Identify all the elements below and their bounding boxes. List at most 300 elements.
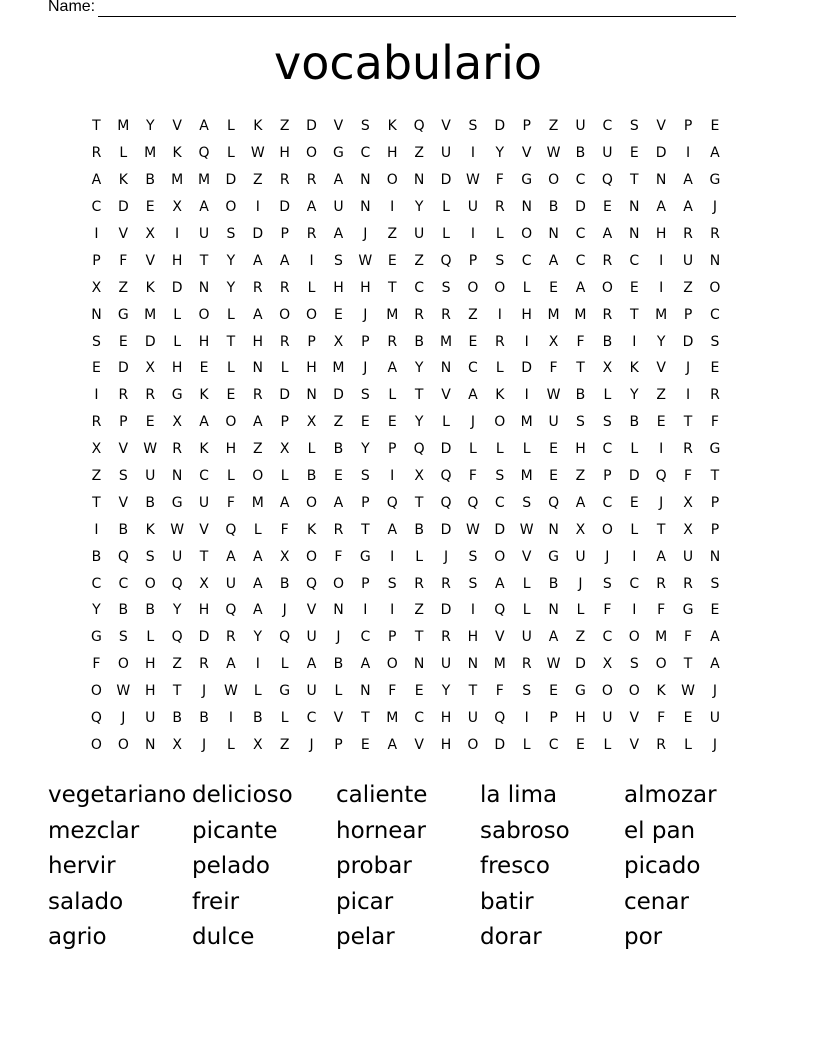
grid-letter: I xyxy=(470,602,475,619)
grid-letter: A xyxy=(253,414,263,431)
grid-letter: A xyxy=(387,521,398,538)
grid-letter: D xyxy=(279,387,291,404)
grid-letter: J xyxy=(685,360,691,377)
grid-letter: B xyxy=(199,710,209,727)
grid-letter: N xyxy=(548,602,559,619)
grid-letter: C xyxy=(360,145,371,162)
grid-letter: I xyxy=(524,387,529,404)
grid-letter: Q xyxy=(90,710,102,727)
grid-letter: S xyxy=(468,548,478,565)
grid-letter: R xyxy=(656,736,667,753)
grid-letter: A xyxy=(548,629,559,646)
grid-letter: X xyxy=(172,736,182,753)
grid-letter: L xyxy=(522,602,531,619)
grid-letter: O xyxy=(225,199,237,216)
grid-letter: S xyxy=(468,575,478,592)
grid-letter: M xyxy=(386,306,399,323)
grid-letter: R xyxy=(683,226,693,242)
grid-letter: U xyxy=(440,145,452,162)
grid-letter: N xyxy=(629,226,640,242)
grid-letter: X xyxy=(602,656,613,673)
grid-letter: I xyxy=(497,306,502,323)
word-bank-item: picado xyxy=(624,853,701,879)
grid-letter: F xyxy=(388,683,397,700)
grid-letter: S xyxy=(360,468,370,485)
grid-letter: J xyxy=(336,629,341,646)
grid-letter: T xyxy=(629,172,639,189)
grid-letter: R xyxy=(387,333,398,350)
grid-letter: I xyxy=(685,145,691,162)
grid-letter: O xyxy=(386,656,398,673)
grid-letter: I xyxy=(632,602,637,619)
grid-letter: O xyxy=(467,736,479,753)
grid-letter: R xyxy=(441,575,451,592)
word-bank-item: hervir xyxy=(48,853,116,879)
grid-letter: J xyxy=(201,683,207,700)
grid-letter: C xyxy=(468,360,478,377)
grid-letter: R xyxy=(683,441,693,458)
grid-letter: I xyxy=(659,252,664,269)
grid-letter: E xyxy=(549,683,559,700)
grid-letter: I xyxy=(255,656,260,673)
grid-letter: I xyxy=(632,548,637,565)
grid-letter: K xyxy=(495,387,505,404)
grid-letter: P xyxy=(361,575,370,592)
grid-letter: X xyxy=(683,494,693,511)
grid-letter: O xyxy=(117,656,129,673)
grid-letter: Z xyxy=(333,414,344,431)
grid-letter: X xyxy=(199,575,209,592)
grid-letter: P xyxy=(388,441,397,458)
grid-letter: L xyxy=(415,548,424,565)
grid-letter: A xyxy=(279,252,290,269)
grid-letter: N xyxy=(171,468,183,485)
grid-letter: D xyxy=(575,199,586,216)
grid-letter: Z xyxy=(279,118,290,135)
grid-letter: I xyxy=(94,521,99,538)
grid-letter: A xyxy=(575,494,586,511)
grid-letter: R xyxy=(441,306,451,323)
grid-letter: A xyxy=(226,656,236,673)
grid-letter: S xyxy=(118,468,128,485)
grid-letter: M xyxy=(439,333,453,350)
grid-letter: S xyxy=(602,575,612,592)
grid-letter: V xyxy=(118,226,129,242)
grid-letter: Z xyxy=(575,629,586,646)
grid-letter: T xyxy=(92,118,101,135)
grid-letter: O xyxy=(225,414,237,431)
grid-letter: M xyxy=(655,306,668,323)
grid-letter: T xyxy=(361,521,370,538)
grid-letter: V xyxy=(656,360,666,377)
grid-letter: X xyxy=(172,414,182,431)
grid-letter: W xyxy=(465,521,480,538)
grid-letter: H xyxy=(360,279,371,296)
grid-letter: Z xyxy=(118,279,129,296)
grid-letter: F xyxy=(657,602,666,619)
grid-letter: J xyxy=(443,548,449,565)
grid-letter: E xyxy=(656,414,666,431)
grid-letter: J xyxy=(363,360,368,377)
word-bank-item: freir xyxy=(192,888,240,915)
grid-letter: R xyxy=(710,226,720,242)
grid-letter: Y xyxy=(226,279,236,296)
grid-letter: U xyxy=(306,629,317,646)
grid-letter: A xyxy=(306,656,317,673)
grid-letter: L xyxy=(226,118,235,135)
grid-letter: O xyxy=(494,548,506,565)
grid-letter: D xyxy=(628,468,640,485)
grid-letter: W xyxy=(358,252,373,269)
grid-letter: V xyxy=(118,494,129,511)
grid-letter: G xyxy=(548,548,560,565)
grid-letter: V xyxy=(145,252,156,269)
grid-letter: A xyxy=(656,548,666,565)
grid-letter: N xyxy=(144,736,156,753)
grid-letter: P xyxy=(603,468,612,485)
grid-letter: H xyxy=(306,360,317,377)
grid-letter: A xyxy=(387,736,398,753)
grid-letter: S xyxy=(360,118,370,135)
grid-letter: E xyxy=(92,360,101,377)
grid-letter: I xyxy=(524,333,529,350)
grid-letter: U xyxy=(467,710,479,727)
grid-letter: K xyxy=(118,172,128,189)
grid-letter: R xyxy=(414,306,424,323)
grid-letter: X xyxy=(548,333,559,350)
grid-letter: L xyxy=(442,414,450,431)
grid-letter: V xyxy=(118,441,129,458)
grid-letter: P xyxy=(361,494,370,511)
grid-letter: C xyxy=(199,468,209,485)
grid-letter: G xyxy=(709,172,721,189)
grid-letter: S xyxy=(629,656,639,673)
name-field xyxy=(48,0,736,17)
grid-letter: Q xyxy=(548,494,560,511)
grid-letter: P xyxy=(549,710,558,727)
grid-letter: P xyxy=(710,494,720,511)
grid-letter: J xyxy=(363,226,368,242)
grid-letter: W xyxy=(223,683,238,700)
grid-letter: T xyxy=(172,683,182,700)
grid-letter: Q xyxy=(386,494,398,511)
grid-letter: I xyxy=(390,468,395,485)
word-bank-item: agrio xyxy=(48,924,107,950)
grid-letter: O xyxy=(628,683,640,700)
grid-letter: L xyxy=(576,602,585,619)
grid-letter: E xyxy=(360,414,370,431)
grid-letter: O xyxy=(628,629,640,646)
grid-letter: L xyxy=(280,710,289,727)
grid-letter: A xyxy=(333,226,344,242)
grid-letter: N xyxy=(440,360,452,377)
grid-letter: L xyxy=(495,226,504,242)
grid-letter: R xyxy=(602,306,613,323)
grid-letter: T xyxy=(226,333,236,350)
grid-letter: Z xyxy=(91,468,102,485)
grid-letter: O xyxy=(332,575,344,592)
grid-letter: L xyxy=(684,736,692,753)
grid-letter: O xyxy=(601,683,613,700)
grid-letter: Q xyxy=(225,602,237,619)
grid-letter: E xyxy=(468,333,478,350)
grid-letter: Z xyxy=(414,602,424,619)
grid-letter: H xyxy=(521,306,532,323)
grid-letter: U xyxy=(225,575,237,592)
grid-letter: L xyxy=(226,360,235,377)
grid-letter: S xyxy=(522,683,532,700)
word-bank-item: batir xyxy=(480,888,534,915)
grid-letter: H xyxy=(279,145,290,162)
grid-letter: T xyxy=(92,494,101,511)
grid-letter: V xyxy=(521,548,532,565)
grid-letter: A xyxy=(91,172,102,189)
grid-letter: B xyxy=(414,521,424,538)
grid-letter: X xyxy=(414,468,424,485)
grid-letter: X xyxy=(683,521,693,538)
grid-letter: W xyxy=(250,145,265,162)
grid-letter: O xyxy=(601,279,613,296)
grid-letter: D xyxy=(440,172,452,189)
grid-letter: I xyxy=(390,602,395,619)
grid-letter: H xyxy=(225,441,237,458)
grid-letter: H xyxy=(198,333,210,350)
grid-letter: A xyxy=(468,387,478,404)
grid-letter: F xyxy=(684,629,693,646)
grid-letter: G xyxy=(359,548,371,565)
grid-letter: Q xyxy=(198,145,210,162)
grid-letter: O xyxy=(144,575,156,592)
grid-letter: Q xyxy=(467,494,479,511)
grid-letter: D xyxy=(494,118,506,135)
grid-letter: U xyxy=(602,145,613,162)
grid-letter: R xyxy=(279,172,290,189)
grid-letter: Y xyxy=(414,360,424,377)
grid-letter: F xyxy=(603,602,612,619)
grid-letter: R xyxy=(199,656,209,673)
grid-letter: A xyxy=(199,414,209,431)
grid-letter: I xyxy=(363,602,368,619)
grid-letter: T xyxy=(414,494,424,511)
grid-letter: B xyxy=(118,521,129,538)
grid-letter: B xyxy=(575,387,586,404)
grid-letter: H xyxy=(440,736,452,753)
grid-letter: M xyxy=(386,710,399,727)
grid-letter: C xyxy=(414,710,425,727)
grid-letter: M xyxy=(493,656,506,673)
grid-letter: N xyxy=(709,548,721,565)
grid-letter: T xyxy=(414,629,424,646)
grid-letter: K xyxy=(145,521,155,538)
grid-letter: L xyxy=(146,629,155,646)
grid-letter: F xyxy=(549,360,558,377)
grid-letter: Z xyxy=(279,736,290,753)
grid-letter: F xyxy=(119,252,128,269)
grid-letter: S xyxy=(145,548,155,565)
grid-letter: W xyxy=(465,172,480,189)
grid-letter: N xyxy=(360,172,371,189)
grid-letter: P xyxy=(522,118,531,135)
grid-letter: Y xyxy=(629,387,639,404)
grid-letter: E xyxy=(629,279,639,296)
grid-letter: L xyxy=(173,333,182,350)
word-bank-item: picante xyxy=(192,817,278,844)
grid-letter: I xyxy=(470,145,475,162)
grid-letter: U xyxy=(414,226,425,242)
grid-letter: N xyxy=(360,683,371,700)
word-bank-item: cenar xyxy=(624,888,689,915)
grid-letter: L xyxy=(469,441,477,458)
grid-letter: A xyxy=(199,199,209,216)
grid-letter: H xyxy=(144,656,156,673)
grid-letter: P xyxy=(92,252,101,269)
grid-letter: I xyxy=(659,441,664,458)
grid-letter: P xyxy=(119,414,128,431)
grid-letter: M xyxy=(144,306,157,323)
grid-letter: W xyxy=(546,656,561,673)
grid-letter: U xyxy=(602,710,613,727)
grid-letter: M xyxy=(520,414,533,431)
word-bank-item: por xyxy=(624,924,663,950)
grid-letter: X xyxy=(279,548,290,565)
grid-letter: O xyxy=(306,306,318,323)
grid-letter: X xyxy=(91,441,102,458)
grid-letter: H xyxy=(198,602,210,619)
grid-letter: X xyxy=(172,199,182,216)
grid-letter: L xyxy=(280,360,289,377)
grid-letter: O xyxy=(521,226,533,242)
grid-letter: O xyxy=(548,172,560,189)
name-underline[interactable] xyxy=(98,1,736,17)
grid-letter: B xyxy=(333,656,344,673)
grid-letter: M xyxy=(144,145,157,162)
grid-letter: E xyxy=(334,468,343,485)
grid-letter: C xyxy=(414,279,425,296)
grid-letter: R xyxy=(252,387,263,404)
grid-letter: E xyxy=(199,360,209,377)
grid-letter: L xyxy=(522,736,531,753)
grid-letter: W xyxy=(143,441,158,458)
grid-letter: Q xyxy=(494,602,506,619)
grid-letter: B xyxy=(414,333,424,350)
grid-letter: M xyxy=(520,468,533,485)
grid-letter: L xyxy=(307,279,316,296)
grid-letter: E xyxy=(334,306,343,323)
grid-letter: J xyxy=(712,199,717,216)
grid-letter: V xyxy=(333,710,344,727)
grid-letter: F xyxy=(226,494,235,511)
grid-letter: S xyxy=(334,252,343,269)
grid-letter: F xyxy=(468,468,477,485)
grid-letter: L xyxy=(630,441,639,458)
grid-letter: G xyxy=(709,441,721,458)
grid-letter: Y xyxy=(495,145,505,162)
word-bank-item: delicioso xyxy=(192,782,293,808)
grid-letter: J xyxy=(712,683,717,700)
grid-letter: L xyxy=(522,279,531,296)
grid-letter: C xyxy=(629,575,640,592)
grid-letter: A xyxy=(602,226,613,242)
grid-letter: C xyxy=(602,441,613,458)
grid-letter: U xyxy=(440,656,452,673)
grid-letter: L xyxy=(307,441,316,458)
grid-letter: T xyxy=(199,548,209,565)
grid-letter: J xyxy=(578,575,583,592)
page-title: vocabulario xyxy=(273,36,542,90)
grid-letter: B xyxy=(91,548,102,565)
grid-letter: L xyxy=(388,387,397,404)
word-bank-item: almozar xyxy=(624,782,717,808)
grid-letter: R xyxy=(279,279,290,296)
grid-letter: H xyxy=(575,441,586,458)
grid-letter: M xyxy=(547,306,560,323)
grid-letter: T xyxy=(629,306,639,323)
grid-letter: U xyxy=(575,548,586,565)
grid-letter: K xyxy=(199,441,209,458)
grid-letter: Y xyxy=(414,199,424,216)
word-bank-item: mezclar xyxy=(48,817,140,844)
grid-letter: A xyxy=(495,575,505,592)
grid-letter: D xyxy=(333,387,344,404)
grid-letter: O xyxy=(90,736,102,753)
grid-letter: A xyxy=(575,279,586,296)
grid-letter: J xyxy=(363,306,368,323)
grid-letter: L xyxy=(226,145,235,162)
grid-letter: T xyxy=(710,468,720,485)
grid-letter: W xyxy=(546,145,561,162)
grid-letter: H xyxy=(171,252,183,269)
grid-letter: R xyxy=(145,387,156,404)
grid-letter: H xyxy=(252,333,264,350)
grid-letter: H xyxy=(171,360,183,377)
word-bank-item: caliente xyxy=(336,782,428,808)
grid-letter: I xyxy=(228,710,233,727)
grid-letter: X xyxy=(279,441,290,458)
grid-letter: O xyxy=(494,414,506,431)
grid-letter: D xyxy=(655,145,667,162)
grid-letter: Q xyxy=(494,710,506,727)
grid-letter: T xyxy=(468,683,478,700)
grid-letter: O xyxy=(279,306,291,323)
grid-letter: D xyxy=(171,279,183,296)
grid-letter: A xyxy=(306,199,317,216)
grid-letter: L xyxy=(630,521,639,538)
grid-letter: L xyxy=(280,656,289,673)
grid-letter: L xyxy=(253,683,262,700)
grid-letter: E xyxy=(145,414,155,431)
grid-letter: N xyxy=(413,172,425,189)
grid-letter: A xyxy=(199,118,209,135)
grid-letter: I xyxy=(175,226,180,242)
grid-letter: V xyxy=(629,736,640,753)
grid-letter: C xyxy=(548,736,559,753)
grid-letter: D xyxy=(144,333,156,350)
grid-letter: N xyxy=(360,199,371,216)
grid-letter: A xyxy=(548,252,559,269)
grid-letter: W xyxy=(681,683,695,700)
grid-letter: U xyxy=(548,414,559,431)
grid-letter: J xyxy=(201,736,207,753)
grid-letter: Z xyxy=(172,656,182,673)
word-bank-item: salado xyxy=(48,888,124,915)
grid-letter: W xyxy=(170,521,185,538)
grid-letter: A xyxy=(710,145,720,162)
grid-letter: Q xyxy=(440,468,452,485)
grid-letter: X xyxy=(602,360,613,377)
grid-letter: F xyxy=(334,548,343,565)
grid-letter: E xyxy=(387,252,397,269)
grid-letter: F xyxy=(495,683,504,700)
